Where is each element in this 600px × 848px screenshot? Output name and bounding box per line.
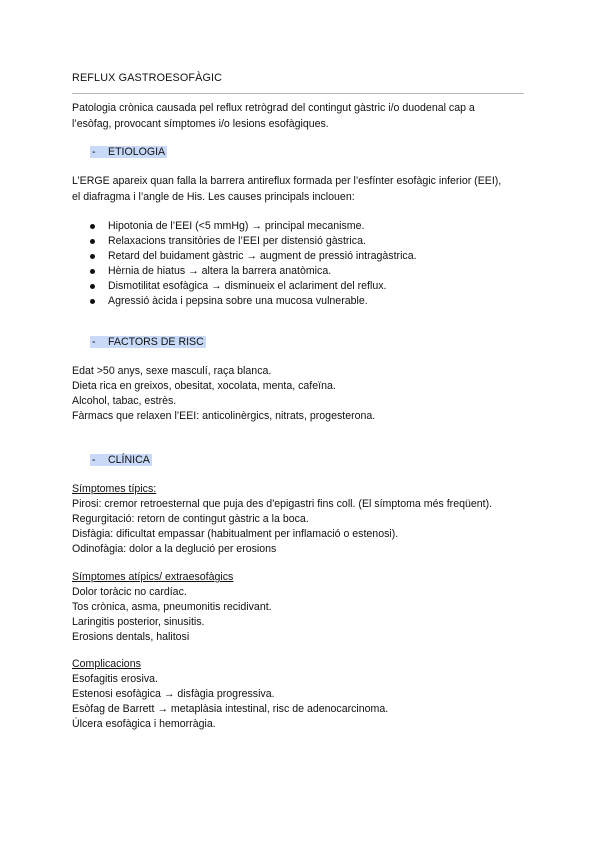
list-item-text: Agressió àcida i pepsina sobre una mucosa vulnerable. xyxy=(108,295,368,307)
bullet-dot xyxy=(90,269,95,274)
page-title: REFLUX GASTROESOFÀGIC xyxy=(72,72,223,84)
factor-line: Fàrmacs que relaxen l’EEI: anticolinèrgics, nitrats, progesterona. xyxy=(72,410,376,422)
section-heading-etiologia xyxy=(90,145,167,159)
list-item-text: Hèrnia de hiatus → altera la barrera anatòmica. xyxy=(108,265,332,277)
heading-text: ETIOLOGIA xyxy=(108,146,166,158)
factor-line: Dieta rica en greixos, obesitat, xocolata, menta, cafeïna. xyxy=(72,380,336,392)
symptom-line: Tos crònica, asma, pneumonitis recidivant. xyxy=(72,601,272,613)
list-item xyxy=(90,264,417,279)
bullet-dot xyxy=(90,254,95,259)
list-item xyxy=(90,234,417,249)
heading-highlight xyxy=(90,454,152,466)
heading-dash: - xyxy=(92,146,96,158)
complication-line: Estenosi esofàgica → disfàgia progressiva. xyxy=(72,688,275,700)
section-heading-factors xyxy=(90,335,206,349)
complicacions-block xyxy=(72,657,388,732)
list-item-text: Dismotilitat esofàgica → disminueix el aclariment del reflux. xyxy=(108,280,387,292)
factors-block xyxy=(72,364,375,424)
heading-text: CLÍNICA xyxy=(108,454,150,466)
list-item xyxy=(90,249,417,264)
symptom-line: Erosions dentals, halitosi xyxy=(72,631,190,643)
intro-paragraph xyxy=(72,100,532,132)
bullet-dot xyxy=(90,299,95,304)
symptom-line: Dolor toràcic no cardíac. xyxy=(72,586,187,598)
etiologia-line: L’ERGE apareix quan falla la barrera antireflux formada per l’esfínter esofàgic inferior (EEI), xyxy=(72,175,502,187)
intro-line: Patologia crònica causada pel reflux retrògrad del contingut gàstric i/o duodenal cap a xyxy=(72,102,475,114)
list-item xyxy=(90,279,417,294)
title-divider xyxy=(72,93,524,94)
subheading-complicacions: Complicacions xyxy=(72,658,141,670)
list-item-text: Relaxacions transitòries de l’EEI per distensió gàstrica. xyxy=(108,235,366,247)
etiologia-list xyxy=(90,219,417,309)
bullet-dot xyxy=(90,284,95,289)
bullet-dot xyxy=(90,224,95,229)
factor-line: Alcohol, tabac, estrès. xyxy=(72,395,177,407)
complication-line: Úlcera esofàgica i hemorràgia. xyxy=(72,718,216,730)
subheading-tipics: Símptomes típics: xyxy=(72,483,157,495)
tipics-block xyxy=(72,482,492,557)
heading-highlight xyxy=(90,146,167,158)
etiologia-line: el diafragma i l’angle de His. Les causes principals inclouen: xyxy=(72,191,355,203)
symptom-line: Regurgitació: retorn de contingut gàstric a la boca. xyxy=(72,513,309,525)
atipics-block xyxy=(72,570,272,645)
symptom-line: Disfàgia: dificultat empassar (habitualment per inflamació o estenosi). xyxy=(72,528,399,540)
complication-line: Esofagitis erosiva. xyxy=(72,673,158,685)
section-heading-clinica xyxy=(90,453,152,467)
heading-text: FACTORS DE RISC xyxy=(108,336,204,348)
bullet-dot xyxy=(90,239,95,244)
factor-line: Edat >50 anys, sexe masculí, raça blanca. xyxy=(72,365,272,377)
subheading-atipics: Símptomes atípics/ extraesofàgics xyxy=(72,571,234,583)
symptom-line: Pirosi: cremor retroesternal que puja des d'epigastri fins coll. (El símptoma més freqüent). xyxy=(72,498,493,510)
list-item-text: Hipotonia de l’EEI (<5 mmHg) → principal mecanisme. xyxy=(108,220,365,232)
etiologia-paragraph xyxy=(72,173,532,205)
symptom-line: Odinofàgia: dolor a la deglució per erosions xyxy=(72,543,277,555)
heading-dash: - xyxy=(92,454,96,466)
list-item-text: Retard del buidament gàstric → augment de pressió intragàstrica. xyxy=(108,250,417,262)
complication-line: Esòfag de Barrett → metaplàsia intestinal, risc de adenocarcinoma. xyxy=(72,703,389,715)
symptom-line: Laringitis posterior, sinusitis. xyxy=(72,616,205,628)
intro-line: l’esòfag, provocant símptomes i/o lesions esofàgiques. xyxy=(72,118,329,130)
list-item xyxy=(90,219,417,234)
heading-dash: - xyxy=(92,336,96,348)
list-item xyxy=(90,294,417,309)
heading-highlight xyxy=(90,336,206,348)
